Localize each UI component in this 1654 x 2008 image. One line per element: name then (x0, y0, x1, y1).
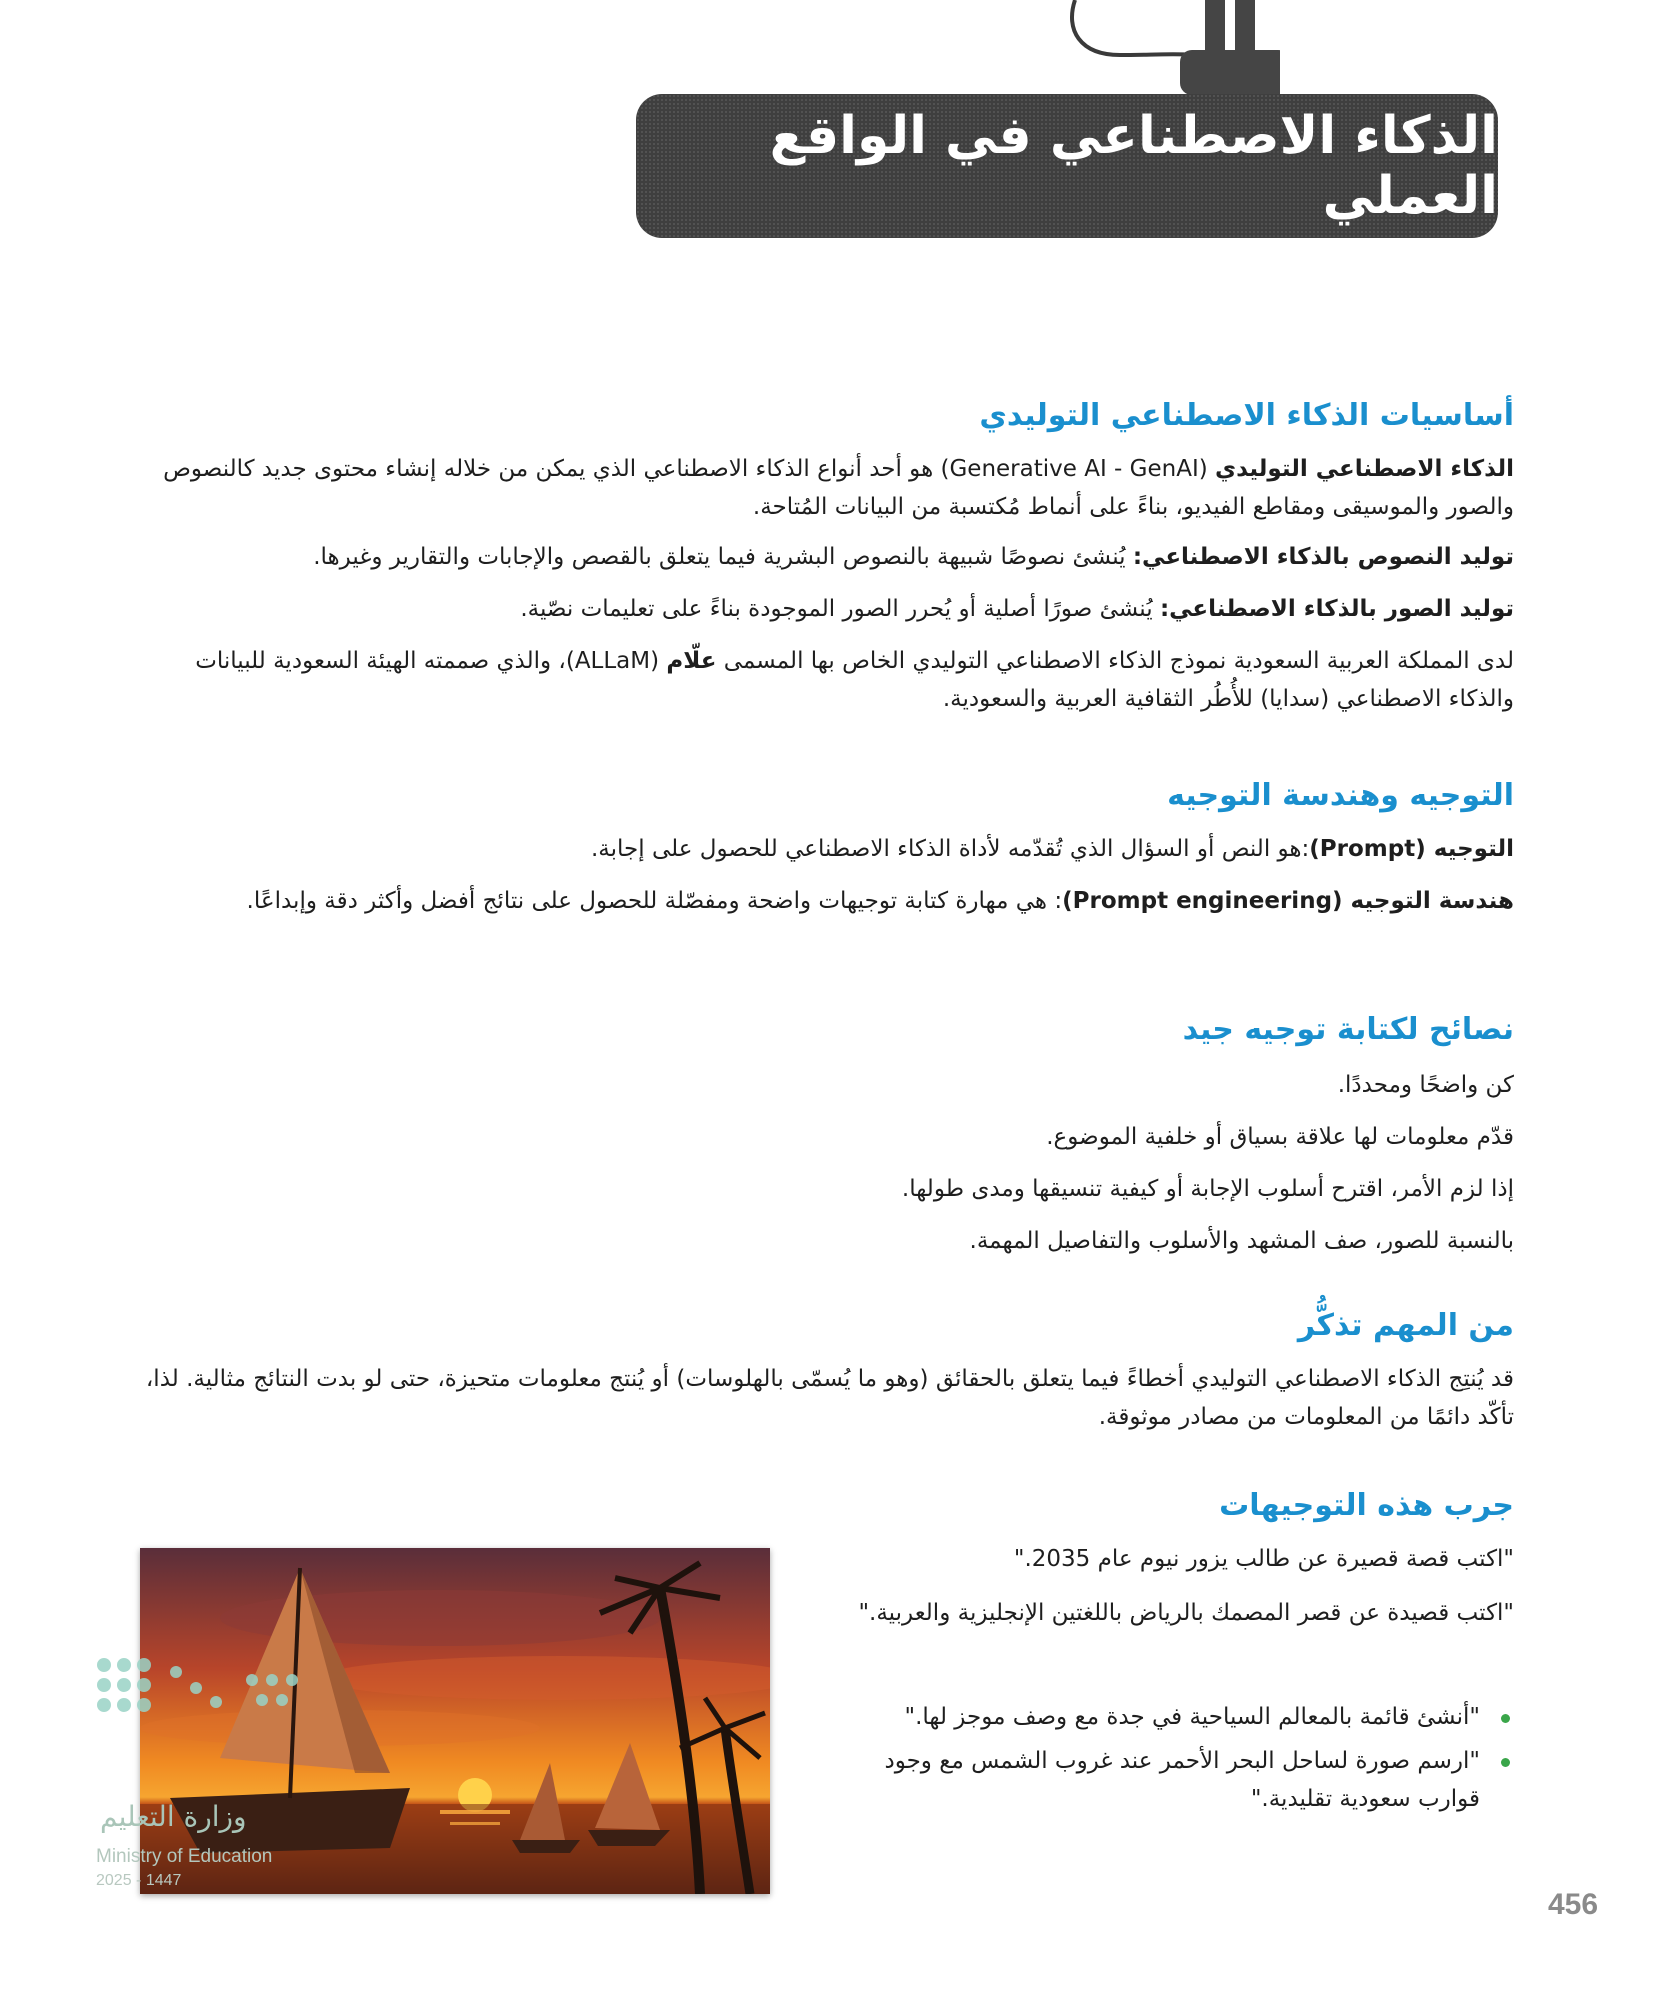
cable-decoration (1060, 0, 1280, 95)
image-generation-text: يُنشئ صورًا أصلية أو يُحرر الصور الموجودة بناءً على تعليمات نصّية. (520, 596, 1160, 622)
text-generation-definition (134, 538, 1514, 576)
tip-item: كن واضحًا ومحددًا. (1337, 1072, 1514, 1098)
ministry-name-arabic: وزارة التعليم (100, 1800, 247, 1833)
term-allam: علّام (666, 648, 717, 674)
list-item (834, 1742, 1514, 1818)
prompt-engineering-text: : هي مهارة كتابة توجيهات واضحة ومفصّلة للحصول على نتائج أفضل وأكثر دقة وإبداعًا. (246, 888, 1063, 914)
term-prompt-engineering: هندسة التوجيه (Prompt engineering) (1062, 888, 1514, 914)
text-generation-text: يُنشئ نصوصًا شبيهة بالنصوص البشرية فيما يتعلق بالقصص والإجابات والتقارير وغيرها. (313, 544, 1133, 570)
term-genai: الذكاء الاصطناعي التوليدي (1215, 456, 1514, 482)
prompt-example: "اكتب قصيدة عن قصر المصمك بالرياض باللغتين الإنجليزية والعربية." (858, 1600, 1514, 1626)
section-remember (134, 1360, 1514, 1436)
ministry-name-english: Ministry of Education (96, 1846, 273, 1867)
allam-paragraph (134, 642, 1514, 718)
section-heading-try-prompts: جرب هذه التوجيهات (1219, 1488, 1514, 1523)
term-prompt: التوجيه (Prompt) (1309, 836, 1514, 862)
prompt-definition (134, 830, 1514, 868)
remember-text: قد يُنتِج الذكاء الاصطناعي التوليدي أخطاءً فيما يتعلق بالحقائق (وهو ما يُسمّى بالهلوسات) أو يُنتج معلومات متحيزة، حتى لو بدت النتائج مثالية. لذا، تأكّد دائمًا من المعلومات من مصادر موثوقة. (145, 1366, 1514, 1430)
image-generation-definition (134, 590, 1514, 628)
prompt-engineering-definition (134, 882, 1514, 920)
genai-definition (134, 450, 1514, 526)
tip-item: قدّم معلومات لها علاقة بسياق أو خلفية الموضوع. (1046, 1124, 1514, 1150)
list-item (834, 1698, 1514, 1736)
section-heading-remember: من المهم تذكُّر (1297, 1308, 1514, 1343)
ministry-year: 2025 - 1447 (96, 1872, 182, 1889)
genai-definition-text: (Generative AI - GenAI) هو أحد أنواع الذكاء الاصطناعي الذي يمكن من خلاله إنشاء محتوى جديد كالنصوص والصور والموسيقى ومقاطع الفيديو، بناءً على أنماط مُكتسبة من البيانات المُتاحة. (163, 456, 1514, 520)
prompt-example-text: "أنشئ قائمة بالمعالم السياحية في جدة مع وصف موجز لها." (904, 1704, 1480, 1730)
title-banner (636, 94, 1498, 238)
section-heading-tips: نصائح لكتابة توجيه جيد (1182, 1012, 1514, 1047)
tip-item: بالنسبة للصور، صف المشهد والأسلوب والتفاصيل المهمة. (969, 1228, 1514, 1254)
allam-text-b: (ALLaM)، والذي صممته الهيئة السعودية للبيانات والذكاء الاصطناعي (سدايا) للأُطُر الثقافية العربية والسعودية. (195, 648, 1514, 712)
prompt-definition-text: :هو النص أو السؤال الذي تُقدّمه لأداة الذكاء الاصطناعي للحصول على إجابة. (590, 836, 1310, 862)
section-genai-basics (134, 450, 1514, 718)
allam-text-a: لدى المملكة العربية السعودية نموذج الذكاء الاصطناعي التوليدي الخاص بها المسمى (716, 648, 1514, 674)
prompt-example: "اكتب قصة قصيرة عن طالب يزور نيوم عام 2035." (1013, 1546, 1514, 1572)
tip-item: إذا لزم الأمر، اقترح أسلوب الإجابة أو كيفية تنسيقها ومدى طولها. (901, 1176, 1514, 1202)
term-text-generation: توليد النصوص بالذكاء الاصطناعي: (1132, 544, 1514, 570)
page-number: 456 (1548, 1888, 1599, 1921)
page-title: الذكاء الاصطناعي في الواقع العملي (769, 106, 1498, 226)
bullet-icon (1501, 1758, 1510, 1767)
bullet-icon (1501, 1714, 1510, 1723)
section-heading-genai-basics: أساسيات الذكاء الاصطناعي التوليدي (979, 398, 1514, 433)
section-prompting (134, 830, 1514, 920)
term-image-generation: توليد الصور بالذكاء الاصطناعي: (1159, 596, 1514, 622)
section-heading-prompting: التوجيه وهندسة التوجيه (1167, 778, 1514, 813)
prompt-example-text: "ارسم صورة لساحل البحر الأحمر عند غروب الشمس مع وجود قوارب سعودية تقليدية." (884, 1748, 1480, 1812)
prompt-bullet-list (834, 1698, 1514, 1824)
